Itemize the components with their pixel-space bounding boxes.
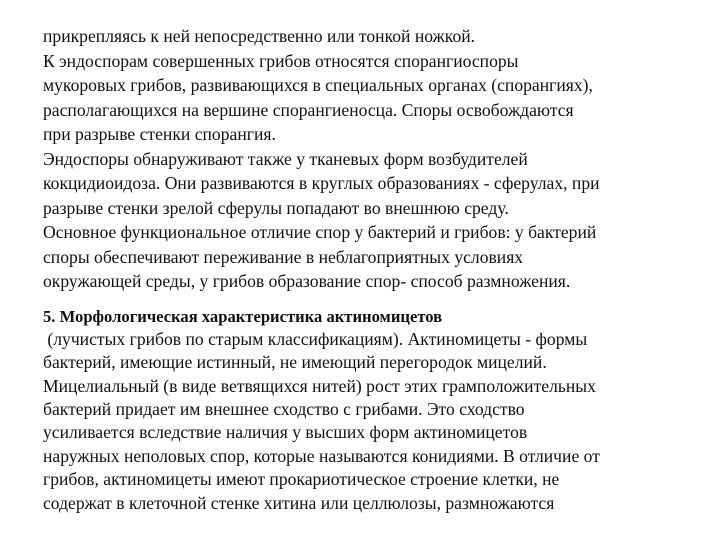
text-line: разрыве стенки зрелой сферулы попадают во внешнюю среду. bbox=[43, 197, 509, 218]
text-line: окружающей среды, у грибов образование спор- способ размножения. bbox=[43, 271, 571, 291]
text-line: при разрыве стенки спорангия. bbox=[43, 124, 276, 144]
section-actinomycetes bbox=[43, 305, 713, 516]
text-line: содержат в клеточной стенке хитина или целлюлозы, размножаются bbox=[43, 492, 555, 513]
text-line: располагающихся на вершине спорангиеносца. Споры освобождаются bbox=[43, 99, 574, 120]
text-line: мукоровых грибов, развивающихся в специальных органах (спорангиях), bbox=[43, 75, 593, 95]
text-line: наружных неполовых спор, которые называются конидиями. В отличие от bbox=[43, 445, 600, 466]
text-line: К эндоспорам совершенных грибов относятся спорангиоспоры bbox=[43, 50, 519, 71]
text-line: (лучистых грибов по старым классификациям). Актиномицеты - формы bbox=[43, 328, 588, 349]
paragraph-spores bbox=[43, 24, 713, 294]
text-line: кокцидиоидоза. Они развиваются в круглых образованиях - сферулах, при bbox=[43, 173, 600, 193]
text-line: споры обеспечивают переживание в неблагоприятных условиях bbox=[43, 246, 524, 267]
text-line: усиливается вследствие наличия у высших форм актиномицетов bbox=[43, 422, 528, 443]
text-line: Эндоспоры обнаруживают также у тканевых форм возбудителей bbox=[43, 148, 528, 169]
text-line: бактерий, имеющие истинный, не имеющий перегородок мицелий. bbox=[43, 352, 547, 373]
text-line: грибов, актиномицеты имеют прокариотическое строение клетки, не bbox=[43, 469, 560, 490]
text-line: прикрепляясь к ней непосредственно или тонкой ножкой. bbox=[43, 26, 476, 46]
document-page bbox=[43, 24, 713, 515]
text-line: Основное функциональное отличие спор у бактерий и грибов: у бактерий bbox=[43, 222, 597, 242]
section-heading: 5. Морфологическая характеристика актиномицетов bbox=[43, 306, 443, 326]
text-line: Мицелиальный (в виде ветвящихся нитей) рост этих грамположительных bbox=[43, 375, 596, 396]
text-line: бактерий придает им внешнее сходство с грибами. Это сходство bbox=[43, 399, 525, 420]
